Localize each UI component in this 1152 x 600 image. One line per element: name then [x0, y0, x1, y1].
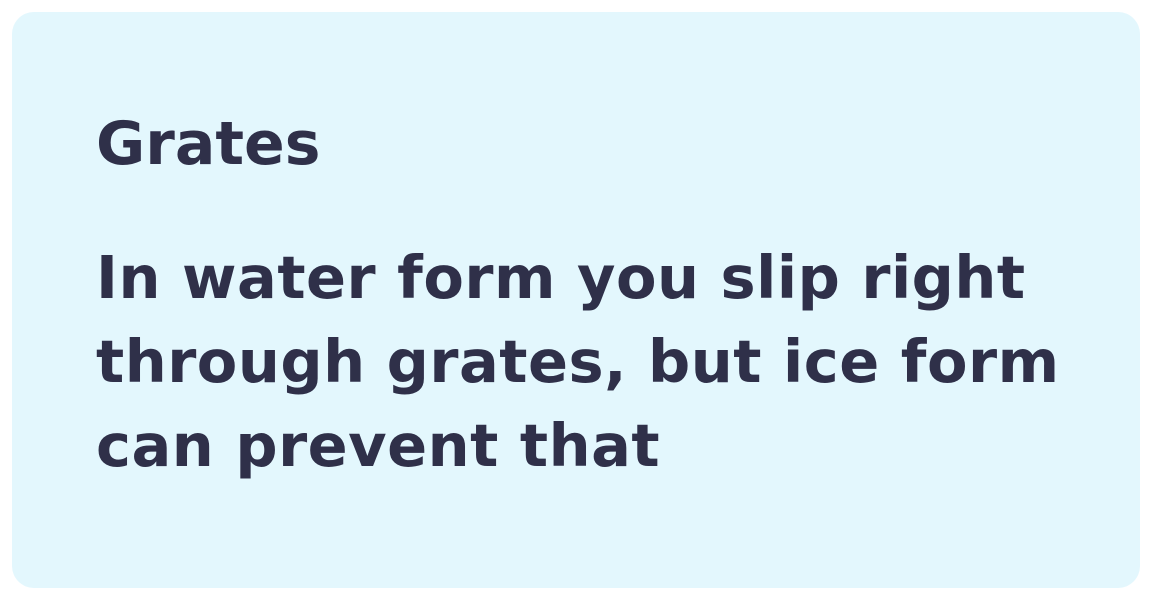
- card-body-line-2: through grates, but ice form: [96, 327, 1060, 396]
- card-title: Grates: [96, 109, 321, 179]
- card-body-line-3: can prevent that: [96, 411, 661, 480]
- card-body: [96, 236, 1060, 488]
- card-body-line-1: In water form you slip right: [96, 243, 1026, 312]
- info-card: [12, 12, 1140, 588]
